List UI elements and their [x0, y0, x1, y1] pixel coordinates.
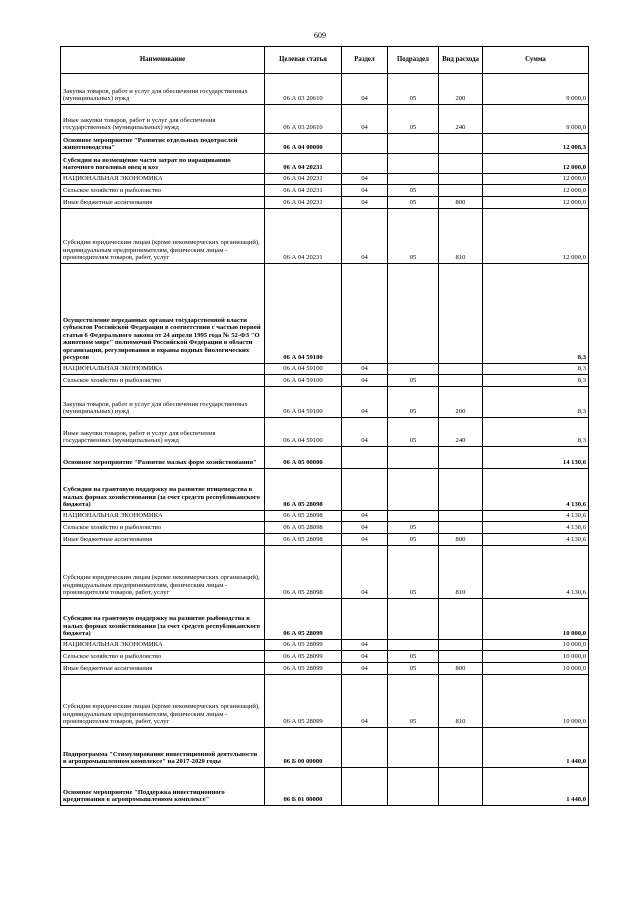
cell-section: [342, 154, 388, 174]
cell-sum: 8,3: [483, 264, 589, 364]
table-row: [61, 364, 589, 375]
cell-expense: 800: [439, 534, 483, 546]
cell-subsection: [388, 264, 439, 364]
cell-section: 04: [342, 387, 388, 418]
cell-sum: 12 000,0: [483, 185, 589, 197]
cell-sum: 8,3: [483, 364, 589, 375]
cell-section: 04: [342, 651, 388, 663]
cell-expense: [439, 375, 483, 387]
cell-expense: 240: [439, 105, 483, 134]
cell-target: 06 А 04 20231: [265, 154, 342, 174]
cell-name: Субсидии на грантовую поддержку на развитие рыбоводства в малых формах хозяйствования (за счет средств республиканского бюджета): [61, 599, 265, 640]
cell-name: Подпрограмма "Стимулирование инвестиционной деятельности в агропромышленном комплексе" на 2017-2020 годы: [61, 728, 265, 768]
cell-target: 06 А 05 28099: [265, 640, 342, 651]
cell-name: Субсидии юридическим лицам (кроме некоммерческих организаций), индивидуальным предпринимателям, физическим лицам - производителям товаров, работ, услуг: [61, 209, 265, 264]
cell-subsection: 05: [388, 105, 439, 134]
cell-sum: 10 000,0: [483, 651, 589, 663]
cell-target: 06 А 05 28098: [265, 534, 342, 546]
cell-target: 06 А 04 59100: [265, 418, 342, 447]
cell-target: 06 А 04 20231: [265, 174, 342, 185]
cell-expense: 810: [439, 546, 483, 599]
budget-table: [60, 46, 589, 806]
cell-subsection: [388, 728, 439, 768]
table-row: [61, 599, 589, 640]
cell-section: 04: [342, 534, 388, 546]
cell-name: НАЦИОНАЛЬНАЯ ЭКОНОМИКА: [61, 364, 265, 375]
cell-subsection: 05: [388, 74, 439, 105]
cell-sum: 10 000,0: [483, 599, 589, 640]
table-body: [61, 74, 589, 806]
cell-sum: 12 000,0: [483, 154, 589, 174]
cell-target: 06 А 05 28098: [265, 469, 342, 511]
cell-sum: 9 000,0: [483, 74, 589, 105]
cell-section: 04: [342, 185, 388, 197]
cell-expense: 810: [439, 675, 483, 728]
cell-section: [342, 768, 388, 806]
cell-expense: [439, 174, 483, 185]
table-row: [61, 185, 589, 197]
cell-expense: [439, 134, 483, 154]
cell-section: 04: [342, 546, 388, 599]
cell-name: Сельское хозяйство и рыболовство: [61, 651, 265, 663]
cell-section: 04: [342, 197, 388, 209]
cell-section: 04: [342, 418, 388, 447]
cell-sum: 1 440,0: [483, 768, 589, 806]
cell-subsection: 05: [388, 663, 439, 675]
cell-sum: 9 000,0: [483, 105, 589, 134]
cell-name: Иные бюджетные ассигнования: [61, 197, 265, 209]
cell-name: НАЦИОНАЛЬНАЯ ЭКОНОМИКА: [61, 640, 265, 651]
header-subsection: Подраздел: [388, 47, 439, 74]
table-row: [61, 209, 589, 264]
cell-sum: 10 000,0: [483, 675, 589, 728]
table-row: [61, 675, 589, 728]
header-sum: Сумма: [483, 47, 589, 74]
cell-expense: [439, 728, 483, 768]
cell-expense: 200: [439, 74, 483, 105]
header-expense-type: Вид расхода: [439, 47, 483, 74]
table-row: [61, 663, 589, 675]
cell-section: 04: [342, 105, 388, 134]
cell-sum: 4 130,6: [483, 469, 589, 511]
table-row: [61, 105, 589, 134]
cell-sum: 8,3: [483, 387, 589, 418]
cell-name: Субсидии юридическим лицам (кроме некоммерческих организаций), индивидуальным предпринимателям, физическим лицам - производителям товаров, работ, услуг: [61, 675, 265, 728]
cell-target: 06 Б 01 00000: [265, 768, 342, 806]
table-row: [61, 174, 589, 185]
cell-expense: [439, 651, 483, 663]
cell-target: 06 А 05 00000: [265, 447, 342, 469]
cell-expense: 800: [439, 663, 483, 675]
cell-name: Сельское хозяйство и рыболовство: [61, 375, 265, 387]
cell-subsection: [388, 364, 439, 375]
cell-expense: [439, 599, 483, 640]
cell-target: 06 А 04 20231: [265, 197, 342, 209]
cell-sum: 10 000,0: [483, 640, 589, 651]
header-section: Раздел: [342, 47, 388, 74]
cell-section: 04: [342, 522, 388, 534]
table-row: [61, 134, 589, 154]
cell-section: [342, 264, 388, 364]
cell-target: 06 А 05 28098: [265, 511, 342, 522]
cell-expense: 810: [439, 209, 483, 264]
cell-section: [342, 728, 388, 768]
cell-subsection: 05: [388, 387, 439, 418]
cell-name: Осуществление переданных органам государственной власти субъектов Российской Федерации в соответствии с частью первой статьи 6 Федерального закона от 24 апреля 1995 года № 52-ФЗ "О животном мире" полномочий Российской Федерации в области организации, регулирования и охраны водных биологических ресурсов: [61, 264, 265, 364]
cell-section: [342, 599, 388, 640]
cell-section: 04: [342, 640, 388, 651]
cell-sum: 4 130,6: [483, 534, 589, 546]
cell-target: 06 А 03 20610: [265, 74, 342, 105]
cell-subsection: 05: [388, 418, 439, 447]
cell-subsection: 05: [388, 522, 439, 534]
cell-sum: 14 130,6: [483, 447, 589, 469]
cell-name: Субсидии юридическим лицам (кроме некоммерческих организаций), индивидуальным предпринимателям, физическим лицам - производителям товаров, работ, услуг: [61, 546, 265, 599]
cell-expense: [439, 154, 483, 174]
cell-expense: [439, 364, 483, 375]
cell-name: Субсидии на грантовую поддержку на развитие птицеводства в малых формах хозяйствования (за счет средств республиканского бюджета): [61, 469, 265, 511]
cell-name: Сельское хозяйство и рыболовство: [61, 522, 265, 534]
cell-subsection: [388, 768, 439, 806]
header-target-article: Целевая статья: [265, 47, 342, 74]
cell-expense: [439, 185, 483, 197]
cell-sum: 4 130,6: [483, 522, 589, 534]
table-row: [61, 154, 589, 174]
table-row: [61, 534, 589, 546]
cell-expense: 200: [439, 387, 483, 418]
cell-name: Субсидии на возмещение части затрат по наращиванию маточного поголовья овец и коз: [61, 154, 265, 174]
cell-subsection: [388, 640, 439, 651]
table-row: [61, 768, 589, 806]
table-row: [61, 728, 589, 768]
cell-target: 06 А 05 28098: [265, 546, 342, 599]
cell-name: Основное мероприятие "Развитие малых форм хозяйствования": [61, 447, 265, 469]
cell-subsection: 05: [388, 185, 439, 197]
cell-target: 06 А 05 28099: [265, 599, 342, 640]
cell-sum: 12 000,0: [483, 197, 589, 209]
cell-name: Иные бюджетные ассигнования: [61, 534, 265, 546]
cell-subsection: [388, 174, 439, 185]
cell-subsection: 05: [388, 546, 439, 599]
cell-sum: 1 440,0: [483, 728, 589, 768]
cell-sum: 12 008,3: [483, 134, 589, 154]
cell-target: 06 А 04 59100: [265, 364, 342, 375]
cell-name: Сельское хозяйство и рыболовство: [61, 185, 265, 197]
cell-section: 04: [342, 364, 388, 375]
cell-sum: 8,3: [483, 375, 589, 387]
cell-target: 06 А 05 28098: [265, 522, 342, 534]
cell-section: [342, 134, 388, 154]
cell-expense: [439, 469, 483, 511]
table-row: [61, 469, 589, 511]
cell-section: 04: [342, 663, 388, 675]
cell-target: 06 А 03 20610: [265, 105, 342, 134]
cell-section: 04: [342, 209, 388, 264]
cell-subsection: [388, 447, 439, 469]
header-name: Наименование: [61, 47, 265, 74]
table-row: [61, 522, 589, 534]
table-row: [61, 375, 589, 387]
cell-target: 06 А 05 28099: [265, 675, 342, 728]
cell-expense: [439, 768, 483, 806]
cell-sum: 4 130,6: [483, 511, 589, 522]
cell-subsection: 05: [388, 534, 439, 546]
table-row: [61, 546, 589, 599]
cell-subsection: 05: [388, 197, 439, 209]
cell-target: 06 А 05 28099: [265, 651, 342, 663]
cell-subsection: [388, 599, 439, 640]
cell-sum: 10 000,0: [483, 663, 589, 675]
table-row: [61, 74, 589, 105]
cell-expense: [439, 522, 483, 534]
table-row: [61, 387, 589, 418]
cell-section: [342, 469, 388, 511]
cell-section: [342, 447, 388, 469]
cell-section: 04: [342, 375, 388, 387]
cell-subsection: [388, 469, 439, 511]
cell-expense: 800: [439, 197, 483, 209]
cell-sum: 8,3: [483, 418, 589, 447]
cell-expense: [439, 447, 483, 469]
cell-target: 06 А 04 00000: [265, 134, 342, 154]
cell-section: 04: [342, 174, 388, 185]
cell-name: НАЦИОНАЛЬНАЯ ЭКОНОМИКА: [61, 511, 265, 522]
table-row: [61, 651, 589, 663]
cell-subsection: [388, 154, 439, 174]
table-row: [61, 511, 589, 522]
table-row: [61, 418, 589, 447]
cell-target: 06 А 04 59100: [265, 387, 342, 418]
cell-subsection: [388, 134, 439, 154]
cell-name: Основное мероприятие "Поддержка инвестиционного кредитования в агропромышленном комплексе": [61, 768, 265, 806]
cell-name: НАЦИОНАЛЬНАЯ ЭКОНОМИКА: [61, 174, 265, 185]
cell-subsection: 05: [388, 651, 439, 663]
page-number: 609: [314, 31, 326, 40]
table-row: [61, 447, 589, 469]
cell-sum: 12 000,0: [483, 174, 589, 185]
table-row: [61, 197, 589, 209]
cell-target: 06 А 05 28099: [265, 663, 342, 675]
cell-subsection: 05: [388, 209, 439, 264]
cell-sum: 4 130,6: [483, 546, 589, 599]
cell-expense: 240: [439, 418, 483, 447]
cell-sum: 12 000,0: [483, 209, 589, 264]
cell-name: Иные закупки товаров, работ и услуг для обеспечения государственных (муниципальных) нужд: [61, 418, 265, 447]
cell-section: 04: [342, 511, 388, 522]
cell-target: 06 А 04 59100: [265, 264, 342, 364]
cell-expense: [439, 640, 483, 651]
table-row: [61, 264, 589, 364]
cell-subsection: [388, 511, 439, 522]
table-row: [61, 640, 589, 651]
cell-subsection: 05: [388, 375, 439, 387]
cell-section: 04: [342, 675, 388, 728]
cell-name: Иные закупки товаров, работ и услуг для обеспечения государственных (муниципальных) нужд: [61, 105, 265, 134]
cell-target: 06 А 04 20231: [265, 209, 342, 264]
cell-name: Закупка товаров, работ и услуг для обеспечения государственных (муниципальных) нужд: [61, 74, 265, 105]
cell-section: 04: [342, 74, 388, 105]
cell-expense: [439, 511, 483, 522]
cell-target: 06 Б 00 00000: [265, 728, 342, 768]
cell-name: Закупка товаров, работ и услуг для обеспечения государственных (муниципальных) нужд: [61, 387, 265, 418]
table-header-row: [61, 47, 589, 74]
cell-name: Основное мероприятие "Развитие отдельных подотраслей животноводства": [61, 134, 265, 154]
cell-name: Иные бюджетные ассигнования: [61, 663, 265, 675]
cell-target: 06 А 04 20231: [265, 185, 342, 197]
cell-expense: [439, 264, 483, 364]
cell-target: 06 А 04 59100: [265, 375, 342, 387]
cell-subsection: 05: [388, 675, 439, 728]
